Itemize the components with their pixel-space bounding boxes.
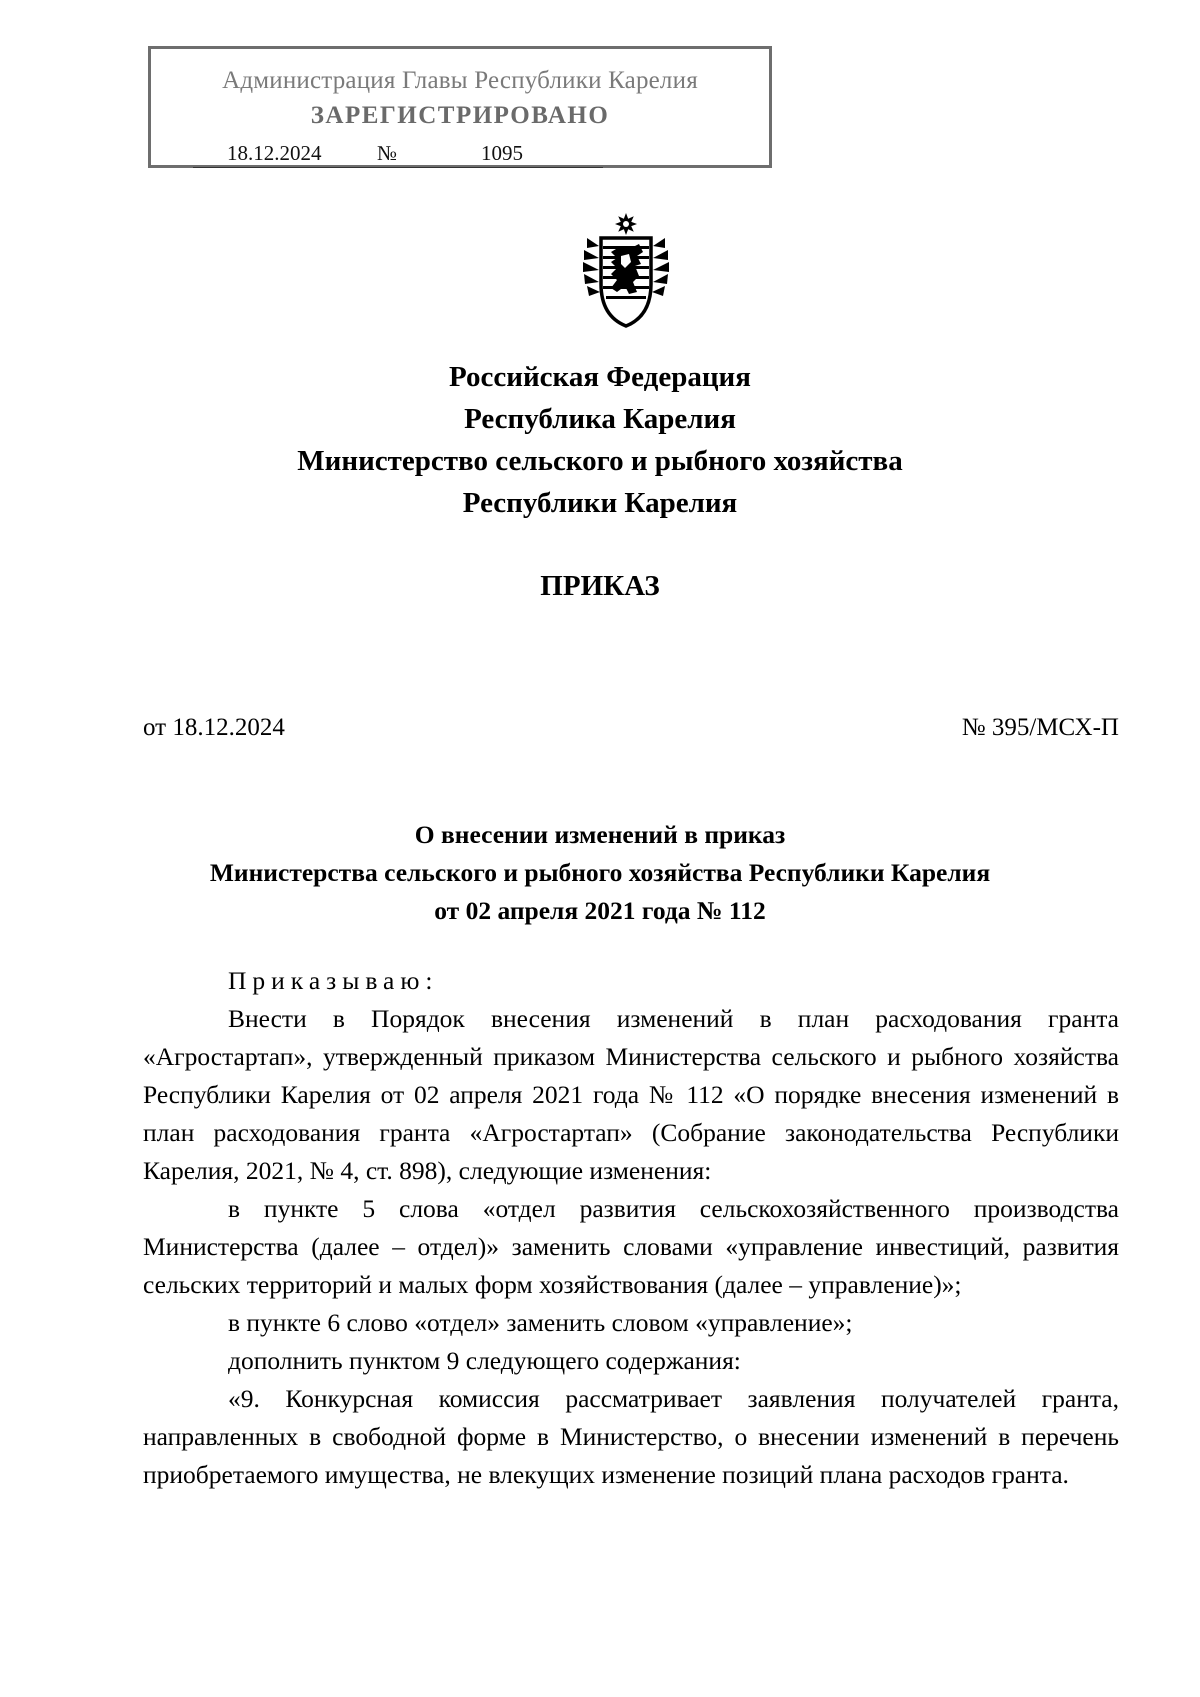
document-date: от 18.12.2024 — [143, 714, 285, 741]
document-number: № 395/МСХ-П — [961, 714, 1119, 741]
subject-line-1: О внесении изменений в приказ — [414, 820, 786, 849]
karelia-coat-of-arms-icon — [581, 212, 671, 332]
body-paragraph-3: в пункте 6 слово «отдел» заменить словом «управление»; — [228, 1308, 853, 1337]
issuer-header — [0, 356, 1200, 524]
stamp-number: 1095 — [481, 141, 523, 165]
stamp-registration-line — [193, 141, 603, 168]
registration-stamp — [148, 46, 772, 168]
header-country: Российская Федерация — [449, 361, 751, 393]
stamp-date: 18.12.2024 — [227, 141, 322, 165]
document-subject — [0, 816, 1200, 930]
subject-line-2: Министерства сельского и рыбного хозяйства Республики Карелия — [209, 858, 991, 887]
header-ministry-republic: Республики Карелия — [462, 487, 738, 519]
star-icon — [610, 212, 641, 240]
document-type: ПРИКАЗ — [540, 570, 660, 602]
body-paragraph-1: Внести в Порядок внесения изменений в план расходования гранта «Агростартап», утвержденный приказом Министерства сельского и рыбного хозяйства Республики Карелия от 02 апреля 2021 года № 112 «О порядке внесения изменений в план расходования гранта «Агростартап» (Собрание законодательства Республики Карелия, 2021, № 4, ст. 898), следующие изменения: — [143, 1004, 1119, 1185]
subject-line-3: от 02 апреля 2021 года № 112 — [434, 896, 766, 925]
document-body — [143, 962, 1119, 1494]
stamp-number-sign: № — [377, 141, 398, 165]
stamp-status: ЗАРЕГИСТРИРОВАНО — [310, 102, 610, 129]
body-paragraph-5: «9. Конкурсная комиссия рассматривает заявления получателей гранта, направленных в свободной форме в Министерство, о внесении изменений в перечень приобретаемого имущества, не влекущих изменение позиций плана расходов гранта. — [143, 1384, 1119, 1489]
header-ministry: Министерство сельского и рыбного хозяйства — [297, 445, 903, 477]
header-republic: Республика Карелия — [464, 403, 736, 435]
body-paragraph-2: в пункте 5 слова «отдел развития сельскохозяйственного производства Министерства (далее – отдел)» заменить словами «управление инвестиций, развития сельских территорий и малых форм хозяйствования (далее – управление)»; — [143, 1194, 1119, 1299]
order-statement: Приказываю: — [228, 966, 439, 995]
stamp-organization: Администрация Главы Республики Карелия — [222, 67, 698, 94]
body-paragraph-4: дополнить пунктом 9 следующего содержания: — [228, 1346, 741, 1375]
